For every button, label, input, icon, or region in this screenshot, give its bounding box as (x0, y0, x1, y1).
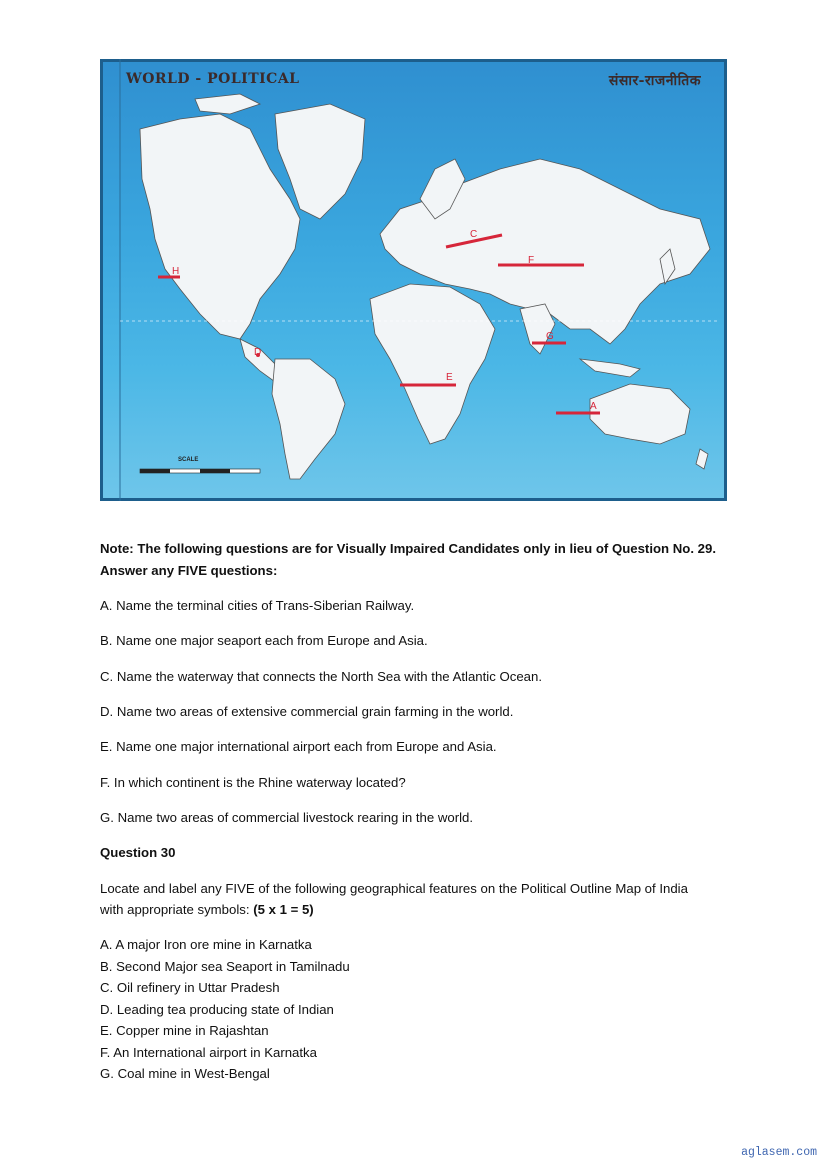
map-scale-bar (140, 469, 260, 473)
question-item: G. Name two areas of commercial livestock rearing in the world. (100, 810, 474, 825)
question-item: B. Name one major seaport each from Europe and Asia. (100, 633, 428, 648)
world-political-map (100, 59, 727, 501)
question-30-item: G. Coal mine in West-Bengal (100, 1066, 270, 1081)
map-title-hindi: संसार-राजनीतिक (608, 73, 701, 89)
map-marker-label: C (470, 229, 478, 240)
map-marker-label: D (254, 347, 262, 358)
note-line-2: Answer any FIVE questions: (100, 563, 278, 578)
australia-landmass (590, 384, 690, 444)
question-30-heading: Question 30 (100, 845, 176, 860)
map-marker-label: F (528, 255, 535, 266)
question-30-intro-text: with appropriate symbols: (100, 902, 254, 917)
map-scale-label: SCALE (178, 457, 199, 463)
africa-landmass (370, 284, 495, 444)
question-30-item: C. Oil refinery in Uttar Pradesh (100, 980, 280, 995)
map-marker-label: H (172, 266, 180, 277)
question-30-item: F. An International airport in Karnatka (100, 1045, 317, 1060)
map-marker-label: G (546, 331, 554, 342)
question-item: D. Name two areas of extensive commercial grain farming in the world. (100, 704, 514, 719)
new-zealand-landmass (696, 449, 708, 469)
indonesia-islands (580, 359, 640, 377)
question-30-intro-line-1: Locate and label any FIVE of the following geographical features on the Political Outline Map of India (100, 881, 688, 896)
question-30-item: D. Leading tea producing state of Indian (100, 1002, 334, 1017)
question-30-intro-line-2 (100, 899, 727, 921)
map-drawing (100, 59, 727, 501)
question-30-item: A. A major Iron ore mine in Karnatka (100, 937, 312, 952)
south-america-landmass (272, 359, 345, 479)
watermark-link[interactable]: aglasem.com (741, 1146, 817, 1159)
question-item: F. In which continent is the Rhine waterway located? (100, 775, 406, 790)
map-marker-label: E (446, 372, 453, 383)
question-30-marks: (5 x 1 = 5) (253, 902, 314, 917)
question-item: E. Name one major international airport each from Europe and Asia. (100, 739, 497, 754)
question-30-item: E. Copper mine in Rajashtan (100, 1023, 269, 1038)
question-item: C. Name the waterway that connects the North Sea with the Atlantic Ocean. (100, 669, 543, 684)
note-line-1: Note: The following questions are for Visually Impaired Candidates only in lieu of Question No. 29. (100, 541, 716, 556)
question-30-item: B. Second Major sea Seaport in Tamilnadu (100, 959, 350, 974)
arctic-islands (195, 94, 260, 114)
north-america-landmass (140, 114, 300, 339)
map-marker-label: A (590, 401, 597, 412)
map-title-english: WORLD - POLITICAL (126, 71, 300, 87)
question-item: A. Name the terminal cities of Trans-Siberian Railway. (100, 598, 415, 613)
